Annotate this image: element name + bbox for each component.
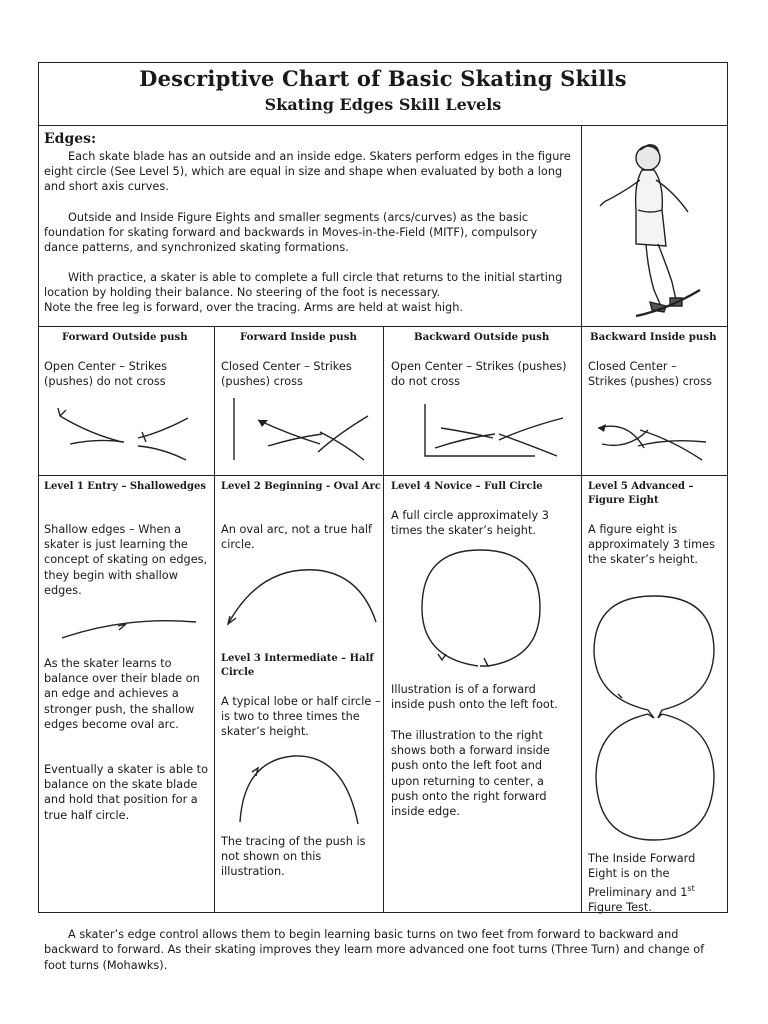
page-title: Descriptive Chart of Basic Skating Skills	[139, 66, 627, 91]
footer-paragraph: A skater’s edge control allows them to begin learning basic turns on two feet from forward to backward and backward to forward. As their skating improves they learn more advanced one foot turns (Three Turn) and change of foot turns (Mohawks).	[44, 928, 705, 972]
oval-arc-diagram	[220, 560, 380, 630]
skater-illustration	[596, 140, 720, 320]
edges-paragraph: Each skate blade has an outside and an inside edge. Skaters perform edges in the figure eight circle (See Level 5), which are equal in size and shape when evaluated by both a long and short axis curves.	[44, 150, 571, 194]
level-text: Eventually a skater is able to balance on the skate blade and hold that position for a true half circle.	[44, 763, 209, 822]
push-description: Closed Center – Strikes (pushes) cross	[221, 360, 352, 389]
column-heading: Backward Inside push	[590, 331, 717, 343]
level-text: A figure eight is approximately 3 times the skater’s height.	[588, 523, 715, 567]
edges-paragraph: With practice, a skater is able to complete a full circle that returns to the initial starting location by holding their balance. No steering of the foot is necessary.	[44, 271, 563, 300]
forward-inside-push-diagram	[228, 394, 378, 464]
level-text-part: Figure Test.	[588, 901, 652, 915]
divider	[214, 326, 215, 913]
level-text: Shallow edges – When a skater is just learning the concept of skating on edges, they begin with shallow edges.	[44, 523, 208, 597]
column-heading: Backward Outside push	[414, 331, 550, 343]
level-text: The tracing of the push is not shown on this illustration.	[221, 835, 366, 879]
column-heading: Forward Outside push	[62, 331, 188, 343]
superscript: st	[687, 884, 695, 894]
level-heading: Level 5 Advanced – Figure Eight	[588, 481, 694, 506]
level-heading: Level 4 Novice – Full Circle	[391, 481, 543, 492]
level-text: As the skater learns to balance over their blade on an edge and achieves a stronger push, the shallow edges become oval arc.	[44, 657, 200, 731]
page-subtitle: Skating Edges Skill Levels	[264, 95, 502, 114]
backward-inside-push-diagram	[588, 400, 718, 470]
level-text: The illustration to the right shows both a forward inside push onto the left foot and upon returning to center, a push onto the right forward inside edge.	[391, 729, 550, 819]
push-description: Closed Center – Strikes (pushes) cross	[588, 360, 712, 389]
level-heading: Level 3 Intermediate – Half Circle	[221, 653, 374, 678]
divider	[383, 326, 384, 913]
edges-paragraph: Outside and Inside Figure Eights and smaller segments (arcs/curves) as the basic foundation for skating forward and backwards in Moves-in-the-Field (MITF), compulsory dance patterns, and synchronized skating formations.	[44, 211, 538, 255]
full-circle-diagram	[418, 544, 544, 674]
shallow-edge-diagram	[56, 612, 206, 642]
figure-eight-diagram	[588, 590, 724, 848]
divider	[38, 125, 728, 126]
level-text: An oval arc, not a true half circle.	[221, 523, 373, 552]
level-text	[588, 851, 723, 916]
half-circle-diagram	[234, 750, 364, 830]
divider	[581, 125, 582, 913]
push-description: Open Center – Strikes (pushes) do not cross	[44, 360, 167, 389]
level-text: Illustration is of a forward inside push onto the left foot.	[391, 683, 558, 712]
edges-heading: Edges:	[44, 131, 97, 147]
level-text: A typical lobe or half circle – is two to three times the skater’s height.	[221, 695, 381, 739]
level-text-part: The Inside Forward Eight is on the Preliminary and 1	[588, 852, 696, 900]
push-description: Open Center – Strikes (pushes) do not cross	[391, 360, 567, 389]
level-heading: Level 2 Beginning - Oval Arc	[221, 481, 382, 492]
level-text: A full circle approximately 3 times the skater’s height.	[391, 509, 549, 538]
forward-outside-push-diagram	[50, 398, 200, 468]
level-heading: Level 1 Entry – Shallowedges	[44, 481, 207, 492]
column-heading: Forward Inside push	[240, 331, 357, 343]
backward-outside-push-diagram	[395, 398, 575, 468]
edges-note: Note the free leg is forward, over the tracing. Arms are held at waist high.	[44, 301, 463, 314]
